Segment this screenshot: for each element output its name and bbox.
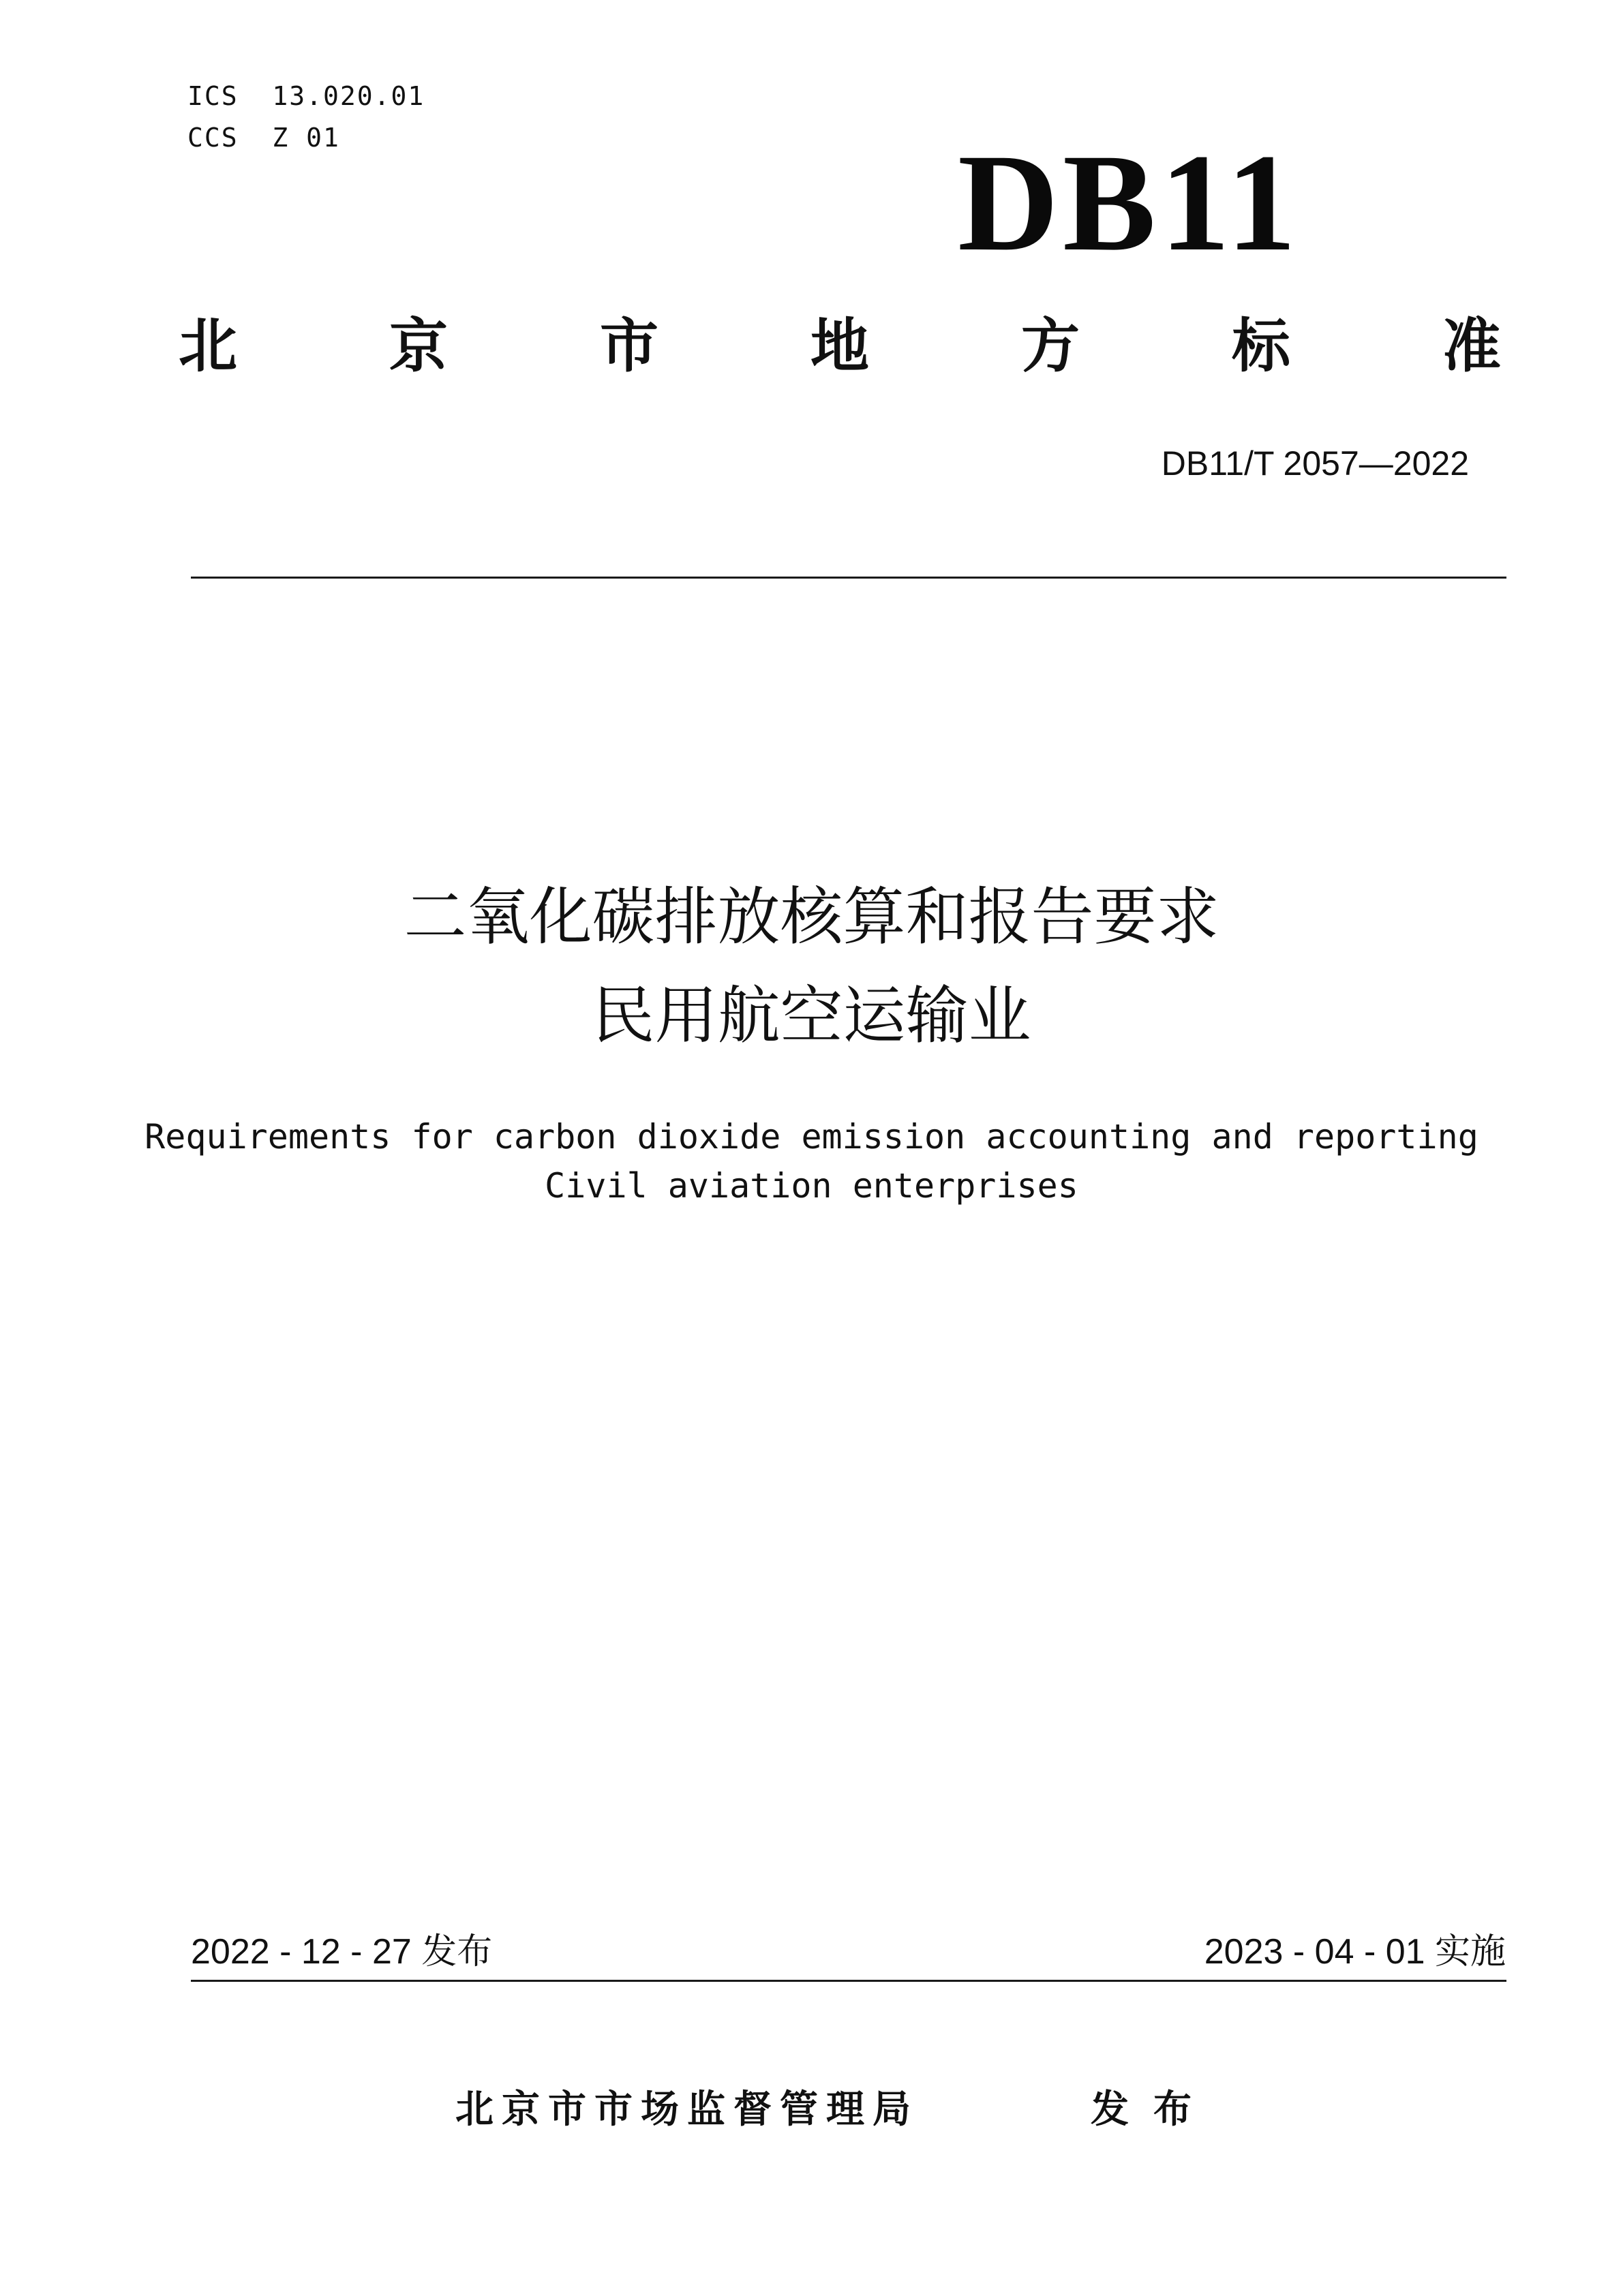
category-char: 市 xyxy=(600,312,658,380)
english-title-main: Requirements for carbon dioxide emission accounting and reporting xyxy=(145,1117,1478,1157)
chinese-title-sub: 民用航空运输业 xyxy=(592,979,1031,1052)
db11-logo: DB11 xyxy=(958,125,1301,280)
category-char: 京 xyxy=(389,312,448,380)
category-char: 方 xyxy=(1021,312,1080,380)
category-char: 地 xyxy=(810,312,869,380)
publisher-name: 北京市市场监督管理局 xyxy=(455,2087,919,2132)
bottom-divider xyxy=(191,1980,1506,1982)
standard-number: DB11/T 2057—2022 xyxy=(1161,444,1469,483)
ics-code: ICS 13.020.01 xyxy=(187,81,425,111)
category-char: 北 xyxy=(179,312,237,380)
implementation-date: 2023 - 04 - 01 实施 xyxy=(1204,1932,1506,1972)
chinese-title-main: 二氧化碳排放核算和报告要求 xyxy=(404,881,1219,953)
issue-date: 2022 - 12 - 27 发布 xyxy=(191,1932,493,1972)
category-char: 标 xyxy=(1232,312,1290,380)
ccs-code: CCS Z 01 xyxy=(187,123,340,153)
top-divider xyxy=(191,577,1506,579)
publish-label: 发布 xyxy=(1091,2087,1216,2132)
english-title-sub: Civil aviation enterprises xyxy=(545,1166,1078,1206)
category-char: 准 xyxy=(1442,312,1501,380)
standard-category-heading xyxy=(179,312,1501,380)
